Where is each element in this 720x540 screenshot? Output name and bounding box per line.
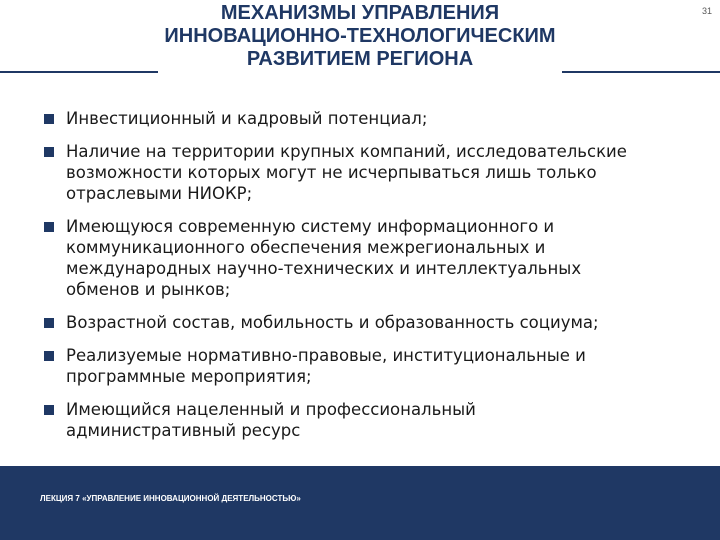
bullet-item: [44, 399, 684, 441]
square-bullet-icon: [44, 405, 54, 415]
bullet-text-line: Имеющуюся современную систему информационного и: [66, 217, 555, 236]
bullet-text-line: возможности которых могут не исчерпываться лишь только: [66, 163, 597, 182]
footer-lecture-title: ЛЕКЦИЯ 7 «УПРАВЛЕНИЕ ИННОВАЦИОННОЙ ДЕЯТЕЛЬНОСТЬЮ»: [40, 494, 301, 503]
bullet-text-line: Инвестиционный и кадровый потенциал;: [66, 109, 428, 128]
footer-bar: [0, 466, 720, 540]
square-bullet-icon: [44, 318, 54, 328]
bullet-text-line: Имеющийся нацеленный и профессиональный: [66, 400, 476, 419]
slide-title: [150, 2, 570, 71]
bullet-text-line: отраслевыми НИОКР;: [66, 184, 253, 203]
bullet-item: [44, 141, 684, 204]
slide-title-line: ИННОВАЦИОННО-ТЕХНОЛОГИЧЕСКИМ: [164, 25, 556, 47]
bullet-text-line: обменов и рынков;: [66, 280, 231, 299]
bullet-text-line: коммуникационного обеспечения межрегиональных и: [66, 238, 546, 257]
bullet-item: [44, 216, 684, 300]
bullet-item: [44, 312, 684, 333]
page-number: 31: [701, 6, 712, 16]
slide-title-line: РАЗВИТИЕМ РЕГИОНА: [246, 48, 474, 70]
title-divider-right: [562, 71, 720, 73]
square-bullet-icon: [44, 114, 54, 124]
bullet-list: [44, 108, 684, 441]
square-bullet-icon: [44, 147, 54, 157]
bullet-text-line: Реализуемые нормативно-правовые, институциональные и: [66, 346, 586, 365]
square-bullet-icon: [44, 351, 54, 361]
bullet-item: [44, 108, 684, 129]
bullet-text-line: международных научно-технических и интеллектуальных: [66, 259, 582, 278]
bullet-text-line: административный ресурс: [66, 421, 301, 440]
bullet-text-line: Возрастной состав, мобильность и образованность социума;: [66, 313, 599, 332]
square-bullet-icon: [44, 222, 54, 232]
bullet-item: [44, 345, 684, 387]
bullet-text-line: Наличие на территории крупных компаний, исследовательские: [66, 142, 627, 161]
slide-title-line: МЕХАНИЗМЫ УПРАВЛЕНИЯ: [220, 2, 500, 24]
bullet-text-line: программные мероприятия;: [66, 367, 312, 386]
title-divider-left: [0, 71, 158, 73]
